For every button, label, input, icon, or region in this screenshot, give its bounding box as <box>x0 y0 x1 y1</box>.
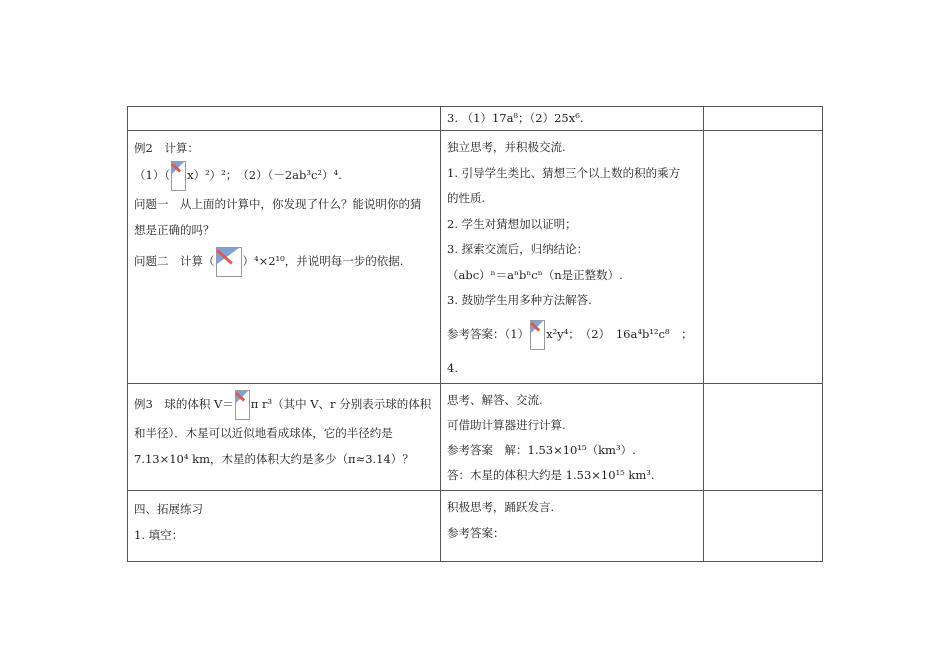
left-cell <box>128 384 441 491</box>
question-text: 问题一 从上面的计算中，你发现了什么？能说明你的猜 <box>134 197 422 211</box>
table-row <box>128 491 823 562</box>
formula-text: （abc）ⁿ＝aⁿbⁿcⁿ（n是正整数）. <box>447 267 623 282</box>
question-text: 想是正确的吗？ <box>134 223 215 237</box>
left-cell <box>128 131 441 384</box>
example-title: 例3 球的体积 V＝ π r³（其中 V、r 分别表示球的体积 <box>134 390 434 420</box>
answer-line: 参考答案： <box>447 526 505 540</box>
fraction-image <box>171 161 186 191</box>
question-text: 7.13×10⁴ km，木星的体积大约是多少（π≈3.14）？ <box>134 452 414 466</box>
activity-text: 3. 探索交流后，归纳结论： <box>447 242 589 256</box>
activity-text: 思考、解答、交流. <box>447 393 543 407</box>
notes-cell <box>704 384 823 491</box>
example-expression: （1）（ x）²）²； （2）（－2ab³c²）⁴. <box>134 161 434 191</box>
section-title: 四、拓展练习 <box>134 502 203 516</box>
answer-line: 3. （1）17a⁸；（2）25x⁶. <box>447 111 584 125</box>
right-cell <box>441 131 704 384</box>
example-title: 例2 计算： <box>134 141 199 155</box>
left-cell <box>128 491 441 562</box>
right-cell <box>441 107 704 131</box>
notes-cell <box>704 107 823 131</box>
activity-text: 3. 鼓励学生用多种方法解答. <box>447 293 592 307</box>
answer-line: 4. <box>447 360 458 375</box>
answer-line: 答：木星的体积大约是 1.53×10¹⁵ km³. <box>447 468 655 482</box>
activity-text: 2. 学生对猜想加以证明； <box>447 216 577 231</box>
answer-line: 参考答案：（1） x²y⁴； （2） 16a⁴b¹²c⁸ ； <box>447 320 697 350</box>
fraction-image <box>530 320 545 350</box>
activity-text: 1. 引导学生类比、猜想三个以上数的积的乘方 <box>447 165 681 180</box>
question-text: 1. 填空： <box>134 528 184 542</box>
left-cell <box>128 107 441 131</box>
activity-text: 独立思考，并积极交流. <box>447 140 566 154</box>
table-row <box>128 107 823 131</box>
lesson-plan-table <box>127 106 823 562</box>
activity-text: 积极思考，踊跃发言. <box>447 500 555 514</box>
notes-cell <box>704 131 823 384</box>
answer-line: 参考答案 解：1.53×10¹⁵（km³）. <box>447 443 636 457</box>
table-row <box>128 131 823 384</box>
notes-cell <box>704 491 823 562</box>
question-text: 问题二 计算（ ）⁴×2¹⁰，并说明每一步的依据. <box>134 247 434 277</box>
table-row <box>128 384 823 491</box>
right-cell <box>441 384 704 491</box>
fraction-image <box>235 390 250 420</box>
right-cell <box>441 491 704 562</box>
activity-text: 可借助计算器进行计算. <box>447 418 566 432</box>
fraction-image <box>216 247 242 277</box>
activity-text: 的性质. <box>447 191 486 205</box>
question-text: 和半径）．木星可以近似地看成球体，它的半径约是 <box>134 426 393 440</box>
